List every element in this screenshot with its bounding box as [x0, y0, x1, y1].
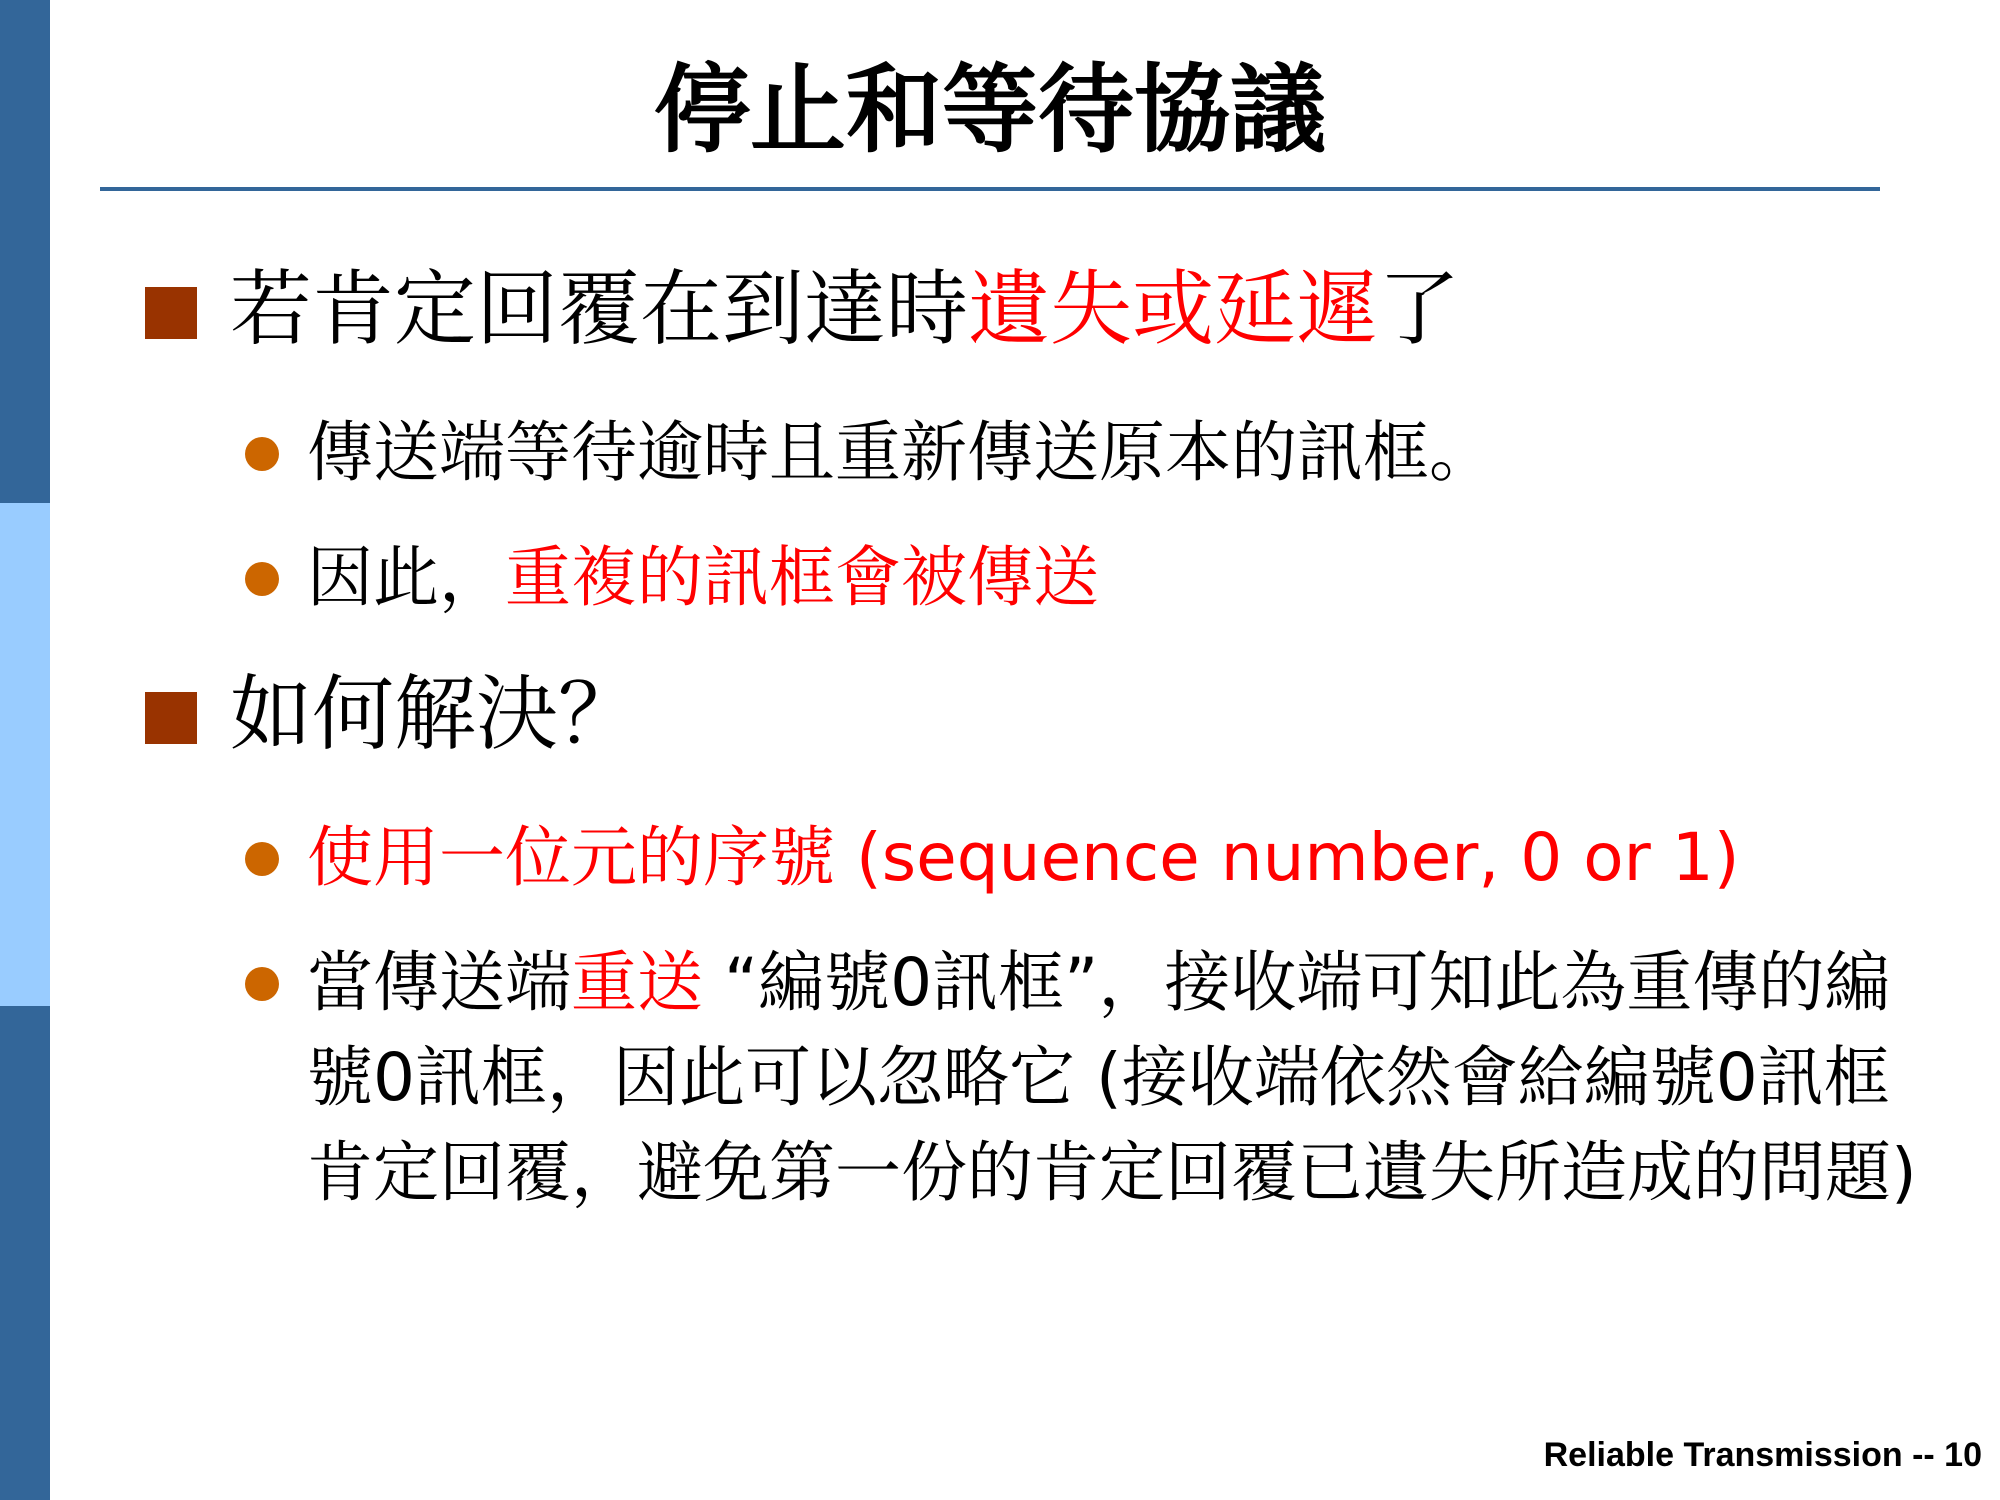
side-bar — [0, 0, 50, 1500]
slide-title: 停止和等待協議 — [654, 54, 1326, 166]
round-bullet-icon — [245, 437, 279, 471]
bullet-2-sub-1-text: 使用一位元的序號 (sequence number, 0 or 1) — [307, 819, 1740, 896]
side-bar-middle-segment — [0, 503, 50, 1006]
bullet-1-emphasis: 遺失或延遲 — [968, 262, 1379, 357]
title-divider — [100, 187, 1880, 191]
bullet-2-text: 如何解決？ — [230, 667, 641, 762]
round-bullet-icon — [245, 842, 279, 876]
square-bullet-icon — [145, 692, 197, 744]
bullet-1-sub-2-part-1: 因此， — [307, 539, 505, 616]
bullet-2-sub-2-part-3: “編號0訊框”，接收端可知此為重傳的編號0訊框，因此可以忽略它 (接收端依然會給編號0訊框肯定回覆，避免第一份的肯定回覆已遺失所造成的問題) — [307, 944, 1917, 1211]
round-bullet-icon — [245, 967, 279, 1001]
bullet-1-sub-2-emphasis: 重複的訊框會被傳送 — [505, 539, 1099, 616]
side-bar-top-segment — [0, 0, 50, 503]
square-bullet-icon — [145, 287, 197, 339]
bullet-1-text-part-1: 若肯定回覆在到達時 — [230, 262, 969, 357]
round-bullet-icon — [245, 562, 279, 596]
bullet-2-sub-2-text — [307, 935, 1947, 1220]
bullet-2-sub-2-part-1: 當傳送端 — [307, 944, 571, 1021]
slide-footer: Reliable Transmission -- 10 — [1543, 1436, 1982, 1474]
bullet-1-sub-1-text: 傳送端等待逾時且重新傳送原本的訊框。 — [307, 414, 1495, 491]
bullet-1-text-part-3: 了 — [1378, 262, 1461, 357]
bullet-1-text — [230, 255, 1460, 365]
bullet-1-sub-2-text — [307, 530, 1099, 625]
side-bar-bottom-segment — [0, 1006, 50, 1500]
bullet-2-sub-2-emphasis: 重送 — [571, 944, 703, 1021]
